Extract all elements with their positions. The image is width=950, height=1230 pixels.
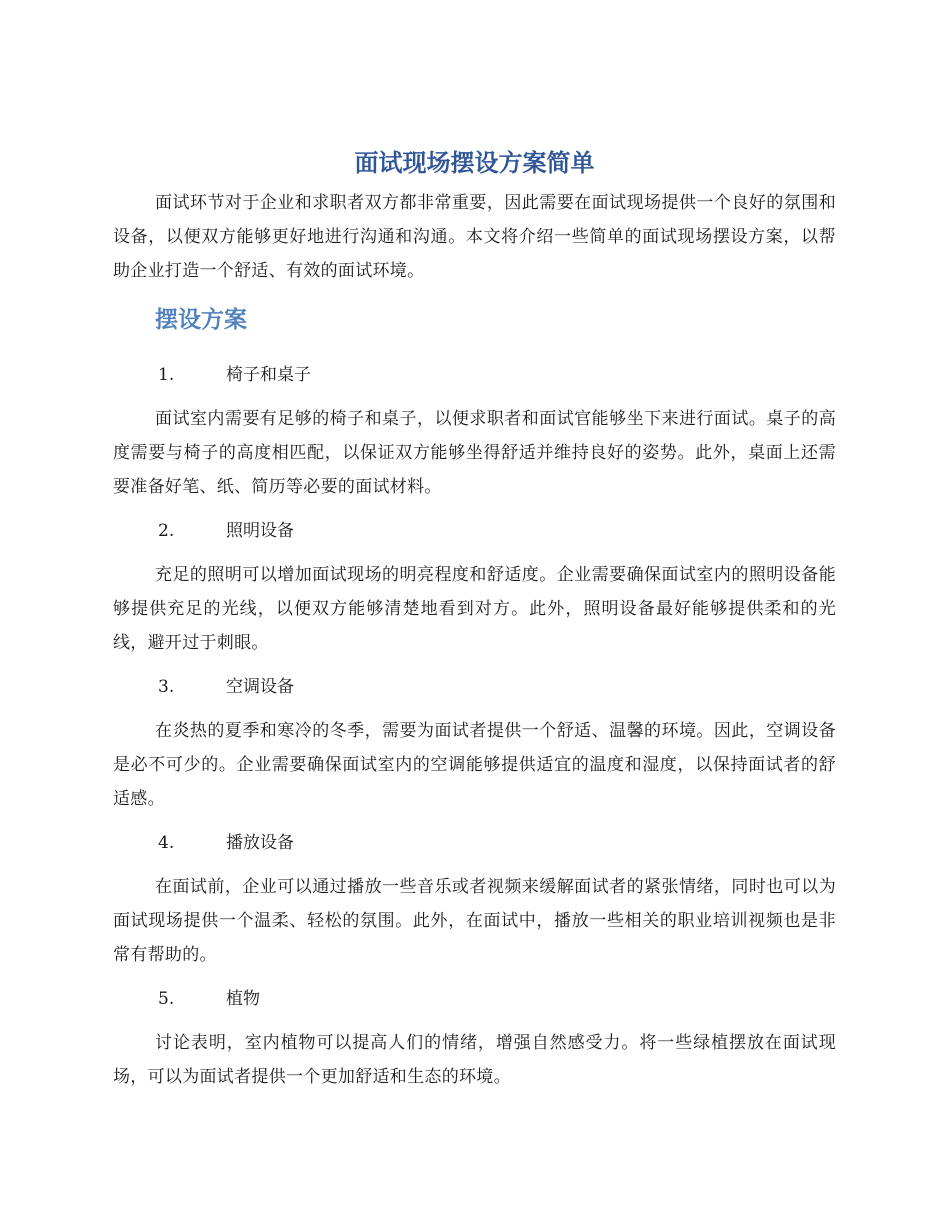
list-item	[113, 826, 836, 972]
item-title: 椅子和桌子	[226, 365, 311, 385]
document-page	[113, 140, 836, 1104]
item-title: 照明设备	[226, 521, 294, 541]
list-item	[113, 670, 836, 816]
item-body: 讨论表明，室内植物可以提高人们的情绪，增强自然感受力。将一些绿植摆放在面试现场，可以为面试者提供一个更加舒适和生态的环境。	[113, 1033, 836, 1087]
item-title-row	[113, 826, 836, 860]
item-title-row	[113, 670, 836, 704]
intro-paragraph: 面试环节对于企业和求职者双方都非常重要，因此需要在面试现场提供一个良好的氛围和设备，以便双方能够更好地进行沟通和沟通。本文将介绍一些简单的面试现场摆设方案，以帮助企业打造一个舒适、有效的面试环境。	[113, 193, 836, 281]
item-title: 植物	[226, 989, 260, 1009]
item-number: 3.	[158, 677, 175, 697]
item-body: 在炎热的夏季和寒冷的冬季，需要为面试者提供一个舒适、温馨的环境。因此，空调设备是必不可少的。企业需要确保面试室内的空调能够提供适宜的温度和湿度，以保持面试者的舒适感。	[113, 721, 836, 809]
item-number: 1.	[158, 365, 175, 385]
item-title: 播放设备	[226, 833, 294, 853]
item-body: 在面试前，企业可以通过播放一些音乐或者视频来缓解面试者的紧张情绪，同时也可以为面试现场提供一个温柔、轻松的氛围。此外，在面试中，播放一些相关的职业培训视频也是非常有帮助的。	[113, 877, 836, 965]
item-title-row	[113, 982, 836, 1016]
item-number: 4.	[158, 833, 175, 853]
section-heading: 摆设方案	[155, 307, 247, 333]
document-title: 面试现场摆设方案简单	[354, 149, 595, 177]
item-body: 面试室内需要有足够的椅子和桌子，以便求职者和面试官能够坐下来进行面试。桌子的高度需要与椅子的高度相匹配，以保证双方能够坐得舒适并维持良好的姿势。此外，桌面上还需要准备好笔、纸、简历等必要的面试材料。	[113, 409, 836, 497]
item-title-row	[113, 514, 836, 548]
list-item	[113, 514, 836, 660]
item-number: 5.	[158, 989, 175, 1009]
item-title: 空调设备	[226, 677, 294, 697]
list-item	[113, 358, 836, 504]
item-title-row	[113, 358, 836, 392]
item-body: 充足的照明可以增加面试现场的明亮程度和舒适度。企业需要确保面试室内的照明设备能够提供充足的光线，以便双方能够清楚地看到对方。此外，照明设备最好能够提供柔和的光线，避开过于刺眼。	[113, 565, 836, 653]
list-item	[113, 982, 836, 1094]
item-number: 2.	[158, 521, 175, 541]
